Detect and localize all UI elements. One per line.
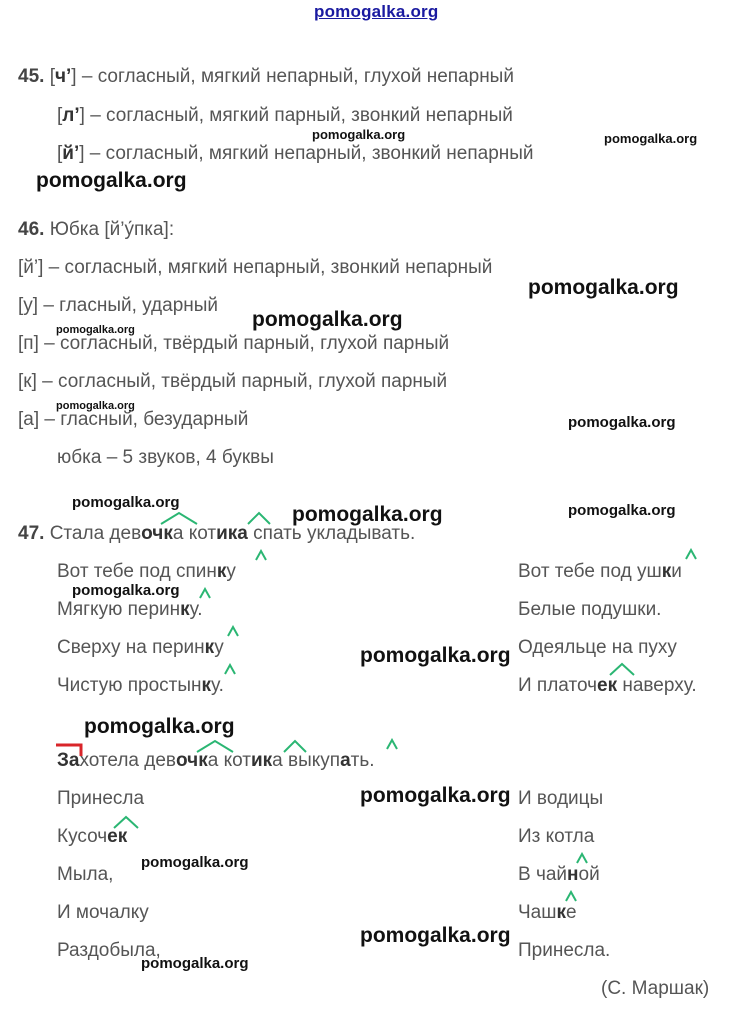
ex46-sound-line: [к] – согласный, твёрдый парный, глухой парный [18, 371, 448, 392]
watermark-text: pomogalka.org [36, 169, 187, 192]
poem-line: В чайной [518, 864, 600, 885]
ex46-number: 46. [18, 219, 45, 240]
watermark-text: pomogalka.org [360, 924, 511, 947]
watermark-text: pomogalka.org [360, 784, 511, 807]
suffix-caret-icon [224, 663, 236, 675]
poem-line: Мягкую перинку. [57, 599, 203, 620]
ex45-line-1: 45. [ч’] – согласный, мягкий непарный, глухой непарный [18, 66, 514, 87]
suffix-caret-icon [227, 625, 239, 637]
poem-line: Раздобыла, [57, 940, 161, 961]
poem-line: Одеяльце на пуху [518, 637, 677, 658]
watermark-text: pomogalka.org [528, 276, 679, 299]
suffix-arc-icon [247, 511, 271, 525]
poem-line: Мыла, [57, 864, 114, 885]
suffix-caret-icon [255, 549, 267, 561]
ex45-line-3: [й’] – согласный, мягкий непарный, звонкий непарный [57, 143, 534, 164]
poem-line: И мочалку [57, 902, 149, 923]
ex46-sound-line: [у] – гласный, ударный [18, 295, 219, 316]
watermark-text: pomogalka.org [141, 955, 249, 972]
poem-line: Из котла [518, 826, 595, 847]
suffix-arc-icon [283, 739, 307, 753]
poem-line: Принесла [57, 788, 145, 809]
ex47-second-line: Захотела девочка котика выкупать. [57, 750, 375, 771]
suffix-arc-icon [113, 815, 139, 829]
poem-line: Вот тебе под ушки [518, 561, 682, 582]
poem-line: Вот тебе под спинку [57, 561, 236, 582]
watermark-text: pomogalka.org [252, 308, 403, 331]
watermark-text: pomogalka.org [56, 400, 135, 412]
watermark-text: pomogalka.org [312, 127, 406, 142]
watermark-text: pomogalka.org [56, 324, 135, 336]
suffix-arc-icon [196, 739, 234, 753]
poem-line: Чашке [518, 902, 577, 923]
poem-line: И платочек наверху. [518, 675, 697, 696]
watermark-text: pomogalka.org [141, 854, 249, 871]
poem-line: Сверху на перинку [57, 637, 224, 658]
prefix-corner-icon [55, 742, 83, 761]
suffix-caret-icon [576, 852, 588, 864]
poem-line: Белые подушки. [518, 599, 662, 620]
ex46-heading: 46. Юбка [й’у́пка]: [18, 219, 175, 240]
ex46-sound-line: [п] – согласный, твёрдый парный, глухой парный [18, 333, 450, 354]
ex45-line-2: [л’] – согласный, мягкий парный, звонкий непарный [57, 105, 513, 126]
poem-line: Чистую простынку. [57, 675, 224, 696]
ex46-summary: юбка – 5 звуков, 4 буквы [57, 447, 274, 468]
poem-line: Кусочек [57, 826, 128, 847]
watermark-text: pomogalka.org [84, 715, 235, 738]
suffix-caret-icon [386, 738, 398, 750]
ex46-sound-line: [й’] – согласный, мягкий непарный, звонкий непарный [18, 257, 493, 278]
watermark-text: pomogalka.org [360, 644, 511, 667]
poem-line: И водицы [518, 788, 604, 809]
watermark-text: pomogalka.org [72, 494, 180, 511]
watermark-text: pomogalka.org [604, 131, 698, 146]
ex46-sound-line: [а] – гласный, безударный [18, 409, 249, 430]
watermark-text: pomogalka.org [72, 582, 180, 599]
watermark-top-link[interactable]: pomogalka.org [314, 2, 439, 21]
poem-line: Принесла. [518, 940, 611, 961]
suffix-arc-icon [160, 511, 198, 525]
ex47-number: 47. [18, 523, 45, 544]
ex45-number: 45. [18, 66, 45, 87]
watermark-text: pomogalka.org [568, 502, 676, 519]
suffix-caret-icon [685, 548, 697, 560]
watermark-text: pomogalka.org [568, 414, 676, 431]
watermark-text: pomogalka.org [292, 503, 443, 526]
ex47-first-line: 47. Стала девочка котика спать укладывать. [18, 523, 416, 544]
suffix-caret-icon [199, 587, 211, 599]
author-credit: (С. Маршак) [601, 978, 710, 999]
suffix-arc-icon [609, 662, 635, 676]
suffix-caret-icon [565, 890, 577, 902]
